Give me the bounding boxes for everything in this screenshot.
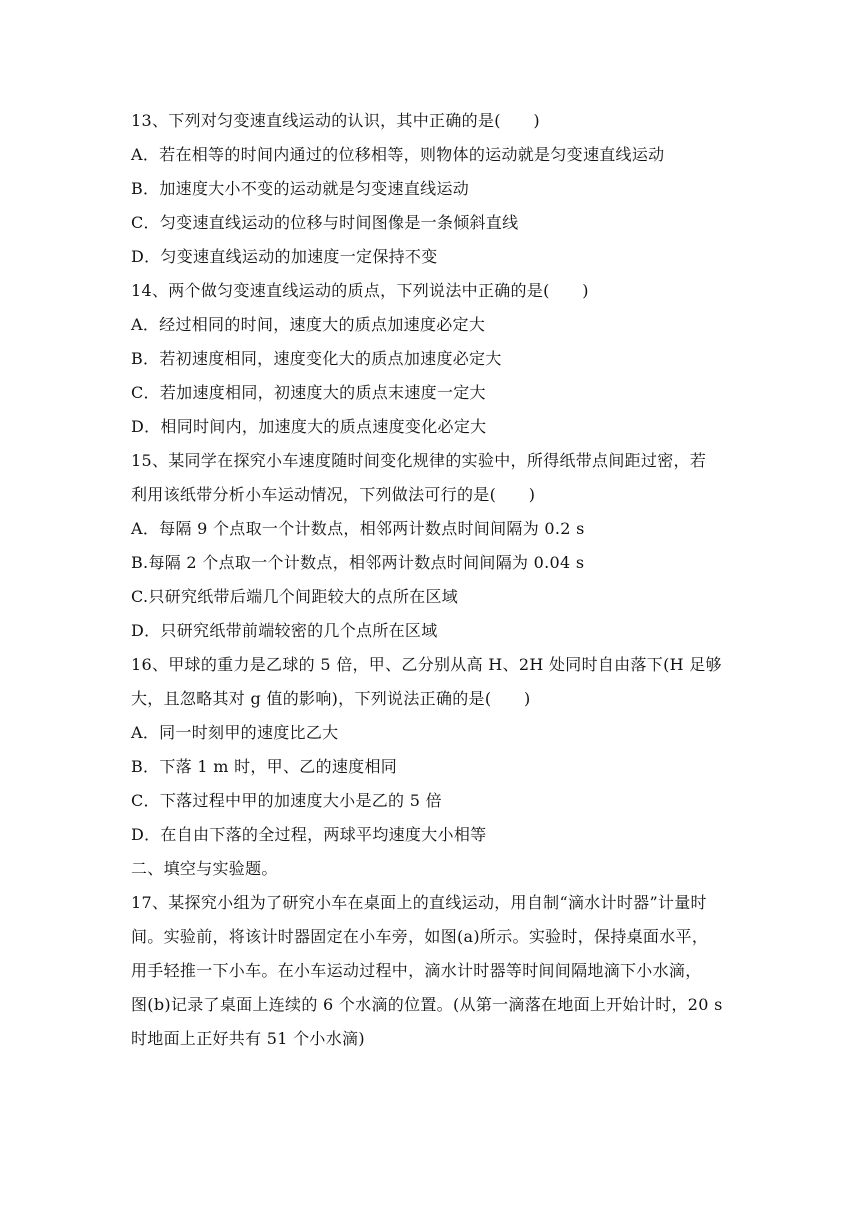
question-16-option-a: A．同一时刻甲的速度比乙大	[131, 723, 339, 742]
question-16-stem-line-1: 16、甲球的重力是乙球的 5 倍，甲、乙分别从高 H、2H 处同时自由落下(H 足够	[131, 655, 722, 674]
question-17-line-4: 图(b)记录了桌面上连续的 6 个水滴的位置。(从第一滴落在地面上开始计时，20 s	[131, 995, 723, 1014]
question-17-line-1: 17、某探究小组为了研究小车在桌面上的直线运动，用自制“滴水计时器”计量时	[131, 893, 707, 912]
question-13-option-c: C．匀变速直线运动的位移与时间图像是一条倾斜直线	[131, 213, 519, 232]
question-17-line-5: 时地面上正好共有 51 个小水滴)	[131, 1029, 365, 1048]
page-content	[131, 104, 741, 1056]
question-14-option-a: A．经过相同的时间，速度大的质点加速度必定大	[131, 315, 486, 334]
question-14-option-c: C．若加速度相同，初速度大的质点末速度一定大	[131, 383, 486, 402]
question-17-line-2: 间。实验前，将该计时器固定在小车旁，如图(a)所示。实验时，保持桌面水平，	[131, 927, 709, 946]
question-15-option-d: D．只研究纸带前端较密的几个点所在区域	[131, 621, 438, 640]
section-heading-fill-and-experiment: 二、填空与实验题。	[131, 859, 278, 878]
question-16-stem-line-2: 大，且忽略其对 g 值的影响)，下列说法正确的是( )	[131, 689, 531, 708]
question-14-option-d: D．相同时间内，加速度大的质点速度变化必定大	[131, 417, 487, 436]
question-15-stem-line-2: 利用该纸带分析小车运动情况，下列做法可行的是( )	[131, 485, 536, 504]
question-13-option-a: A．若在相等的时间内通过的位移相等，则物体的运动就是匀变速直线运动	[131, 145, 665, 164]
question-16-option-d: D．在自由下落的全过程，两球平均速度大小相等	[131, 825, 487, 844]
question-14-stem: 14、两个做匀变速直线运动的质点，下列说法中正确的是( )	[131, 281, 589, 300]
question-15-option-a: A．每隔 9 个点取一个计数点，相邻两计数点时间间隔为 0.2 s	[131, 519, 585, 538]
question-14-option-b: B．若初速度相同，速度变化大的质点加速度必定大	[131, 349, 502, 368]
question-17-line-3: 用手轻推一下小车。在小车运动过程中，滴水计时器等时间间隔地滴下小水滴，	[131, 961, 702, 980]
question-15-stem-line-1: 15、某同学在探究小车速度随时间变化规律的实验中，所得纸带点间距过密，若	[131, 451, 707, 470]
question-16-option-b: B．下落 1 m 时，甲、乙的速度相同	[131, 757, 398, 776]
question-15-option-b: B.每隔 2 个点取一个计数点，相邻两计数点时间间隔为 0.04 s	[131, 553, 585, 572]
question-13-option-d: D．匀变速直线运动的加速度一定保持不变	[131, 247, 438, 266]
question-13-stem: 13、下列对匀变速直线运动的认识，其中正确的是( )	[131, 111, 540, 130]
question-16-option-c: C．下落过程中甲的加速度大小是乙的 5 倍	[131, 791, 442, 810]
question-13-option-b: B．加速度大小不变的运动就是匀变速直线运动	[131, 179, 470, 198]
question-15-option-c: C.只研究纸带后端几个间距较大的点所在区域	[131, 587, 459, 606]
